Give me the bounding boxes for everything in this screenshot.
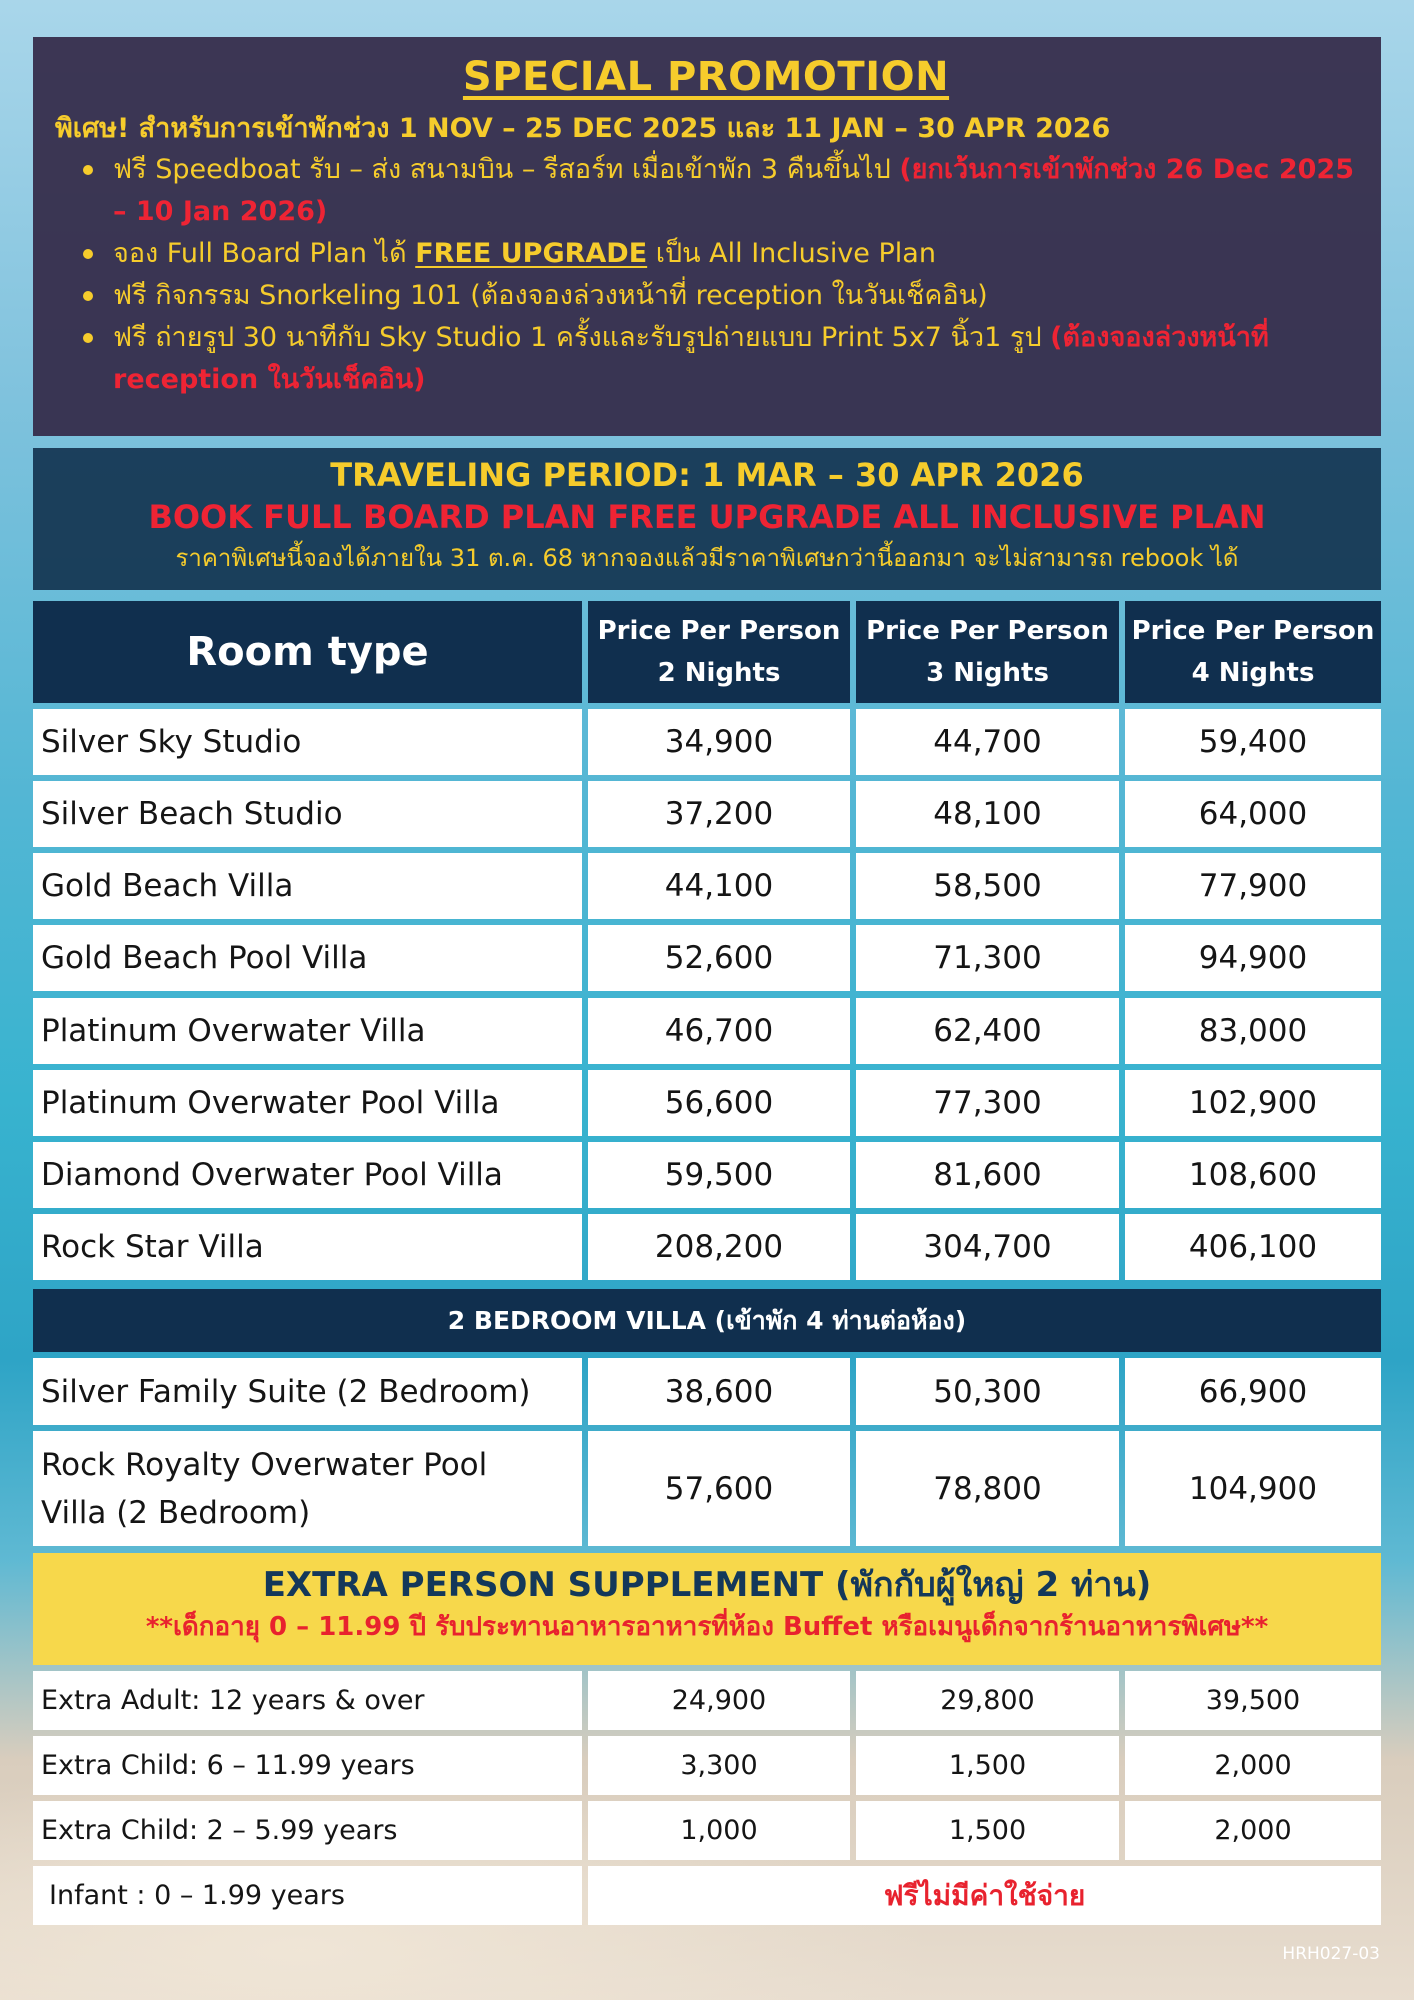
document-code: HRH027-03: [1282, 1944, 1380, 1964]
room-name: Diamond Overwater Pool Villa: [33, 1142, 582, 1208]
table-row: [0, 1736, 1414, 1795]
table-row: [0, 781, 1414, 847]
price-4-nights: 83,000: [1125, 998, 1381, 1064]
price-2-nights: 59,500: [588, 1142, 850, 1208]
price-4-nights: 102,900: [1125, 1070, 1381, 1136]
price-4-nights: 39,500: [1125, 1671, 1381, 1730]
children-meal-note: **เด็กอายุ 0 – 11.99 ปี รับประทานอาหารอาหารที่ห้อง Buffet หรือเมนูเด็กจากร้านอาหารพิเศษ**: [145, 1612, 1269, 1642]
table-row: [0, 1214, 1414, 1280]
price-2-nights: 56,600: [588, 1070, 850, 1136]
price-3-nights: 1,500: [856, 1801, 1119, 1860]
price-4-nights: 94,900: [1125, 925, 1381, 991]
room-name: Silver Beach Studio: [33, 781, 582, 847]
price-2-nights: 3,300: [588, 1736, 850, 1795]
price-2-nights: 1,000: [588, 1801, 850, 1860]
extra-person-label: Extra Child: 2 – 5.99 years: [33, 1801, 582, 1860]
table-row: [0, 1866, 1414, 1925]
infant-label: Infant : 0 – 1.99 years: [33, 1866, 582, 1925]
table-row: [0, 709, 1414, 775]
booking-deadline-note: ราคาพิเศษนี้จองได้ภายใน 31 ต.ค. 68 หากจองแล้วมีราคาพิเศษกว่านี้ออกมา จะไม่สามารถ rebook ได้: [175, 544, 1239, 572]
table-row: [0, 1142, 1414, 1208]
price-4-nights: 77,900: [1125, 853, 1381, 919]
room-name: Rock Star Villa: [33, 1214, 582, 1280]
price-4-nights: 104,900: [1125, 1431, 1381, 1546]
price-2-nights: 38,600: [588, 1358, 850, 1425]
promotion-panel: [33, 37, 1381, 436]
price-2-nights: 52,600: [588, 925, 850, 991]
price-2-nights: 57,600: [588, 1431, 850, 1546]
extra-person-label: Extra Child: 6 – 11.99 years: [33, 1736, 582, 1795]
price-4-nights: 108,600: [1125, 1142, 1381, 1208]
price-4-nights-header: Price Per Person 4 Nights: [1125, 601, 1381, 703]
table-row: [0, 998, 1414, 1064]
price-2-nights: 34,900: [588, 709, 850, 775]
price-3-nights: 58,500: [856, 853, 1119, 919]
free-upgrade-offer: BOOK FULL BOARD PLAN FREE UPGRADE ALL INCLUSIVE PLAN: [148, 498, 1266, 536]
room-name: Platinum Overwater Pool Villa: [33, 1070, 582, 1136]
price-2-nights: 208,200: [588, 1214, 850, 1280]
extra-person-band: [33, 1553, 1381, 1665]
price-4-nights: 2,000: [1125, 1801, 1381, 1860]
price-3-nights: 81,600: [856, 1142, 1119, 1208]
promotion-subtitle: พิเศษ! สำหรับการเข้าพักช่วง 1 NOV – 25 DEC 2025 และ 11 JAN – 30 APR 2026: [55, 113, 1111, 144]
table-row: [0, 1358, 1414, 1425]
price-3-nights: 48,100: [856, 781, 1119, 847]
promotion-benefits-list: [55, 149, 1357, 401]
price-3-nights: 44,700: [856, 709, 1119, 775]
price-3-nights: 304,700: [856, 1214, 1119, 1280]
extra-person-label: Extra Adult: 12 years & over: [33, 1671, 582, 1730]
price-3-nights: 29,800: [856, 1671, 1119, 1730]
table-row: [0, 1431, 1414, 1546]
table-row: [0, 1070, 1414, 1136]
price-3-nights: 62,400: [856, 998, 1119, 1064]
room-name: Silver Family Suite (2 Bedroom): [33, 1358, 582, 1425]
benefit-speedboat: ฟรี Speedboat รับ – ส่ง สนามบิน – รีสอร์ท เมื่อเข้าพัก 3 คืนขึ้นไป (ยกเว้นการเข้าพักช่วง 26 Dec 2025 – 10 Jan 2026): [113, 149, 1357, 233]
room-name: Gold Beach Pool Villa: [33, 925, 582, 991]
extra-person-title: EXTRA PERSON SUPPLEMENT (พักกับผู้ใหญ่ 2 ท่าน): [262, 1565, 1152, 1605]
traveling-period-title: TRAVELING PERIOD: 1 MAR – 30 APR 2026: [330, 456, 1084, 494]
price-2-nights: 44,100: [588, 853, 850, 919]
price-4-nights: 66,900: [1125, 1358, 1381, 1425]
room-type-header: Room type: [33, 601, 582, 703]
price-3-nights: 77,300: [856, 1070, 1119, 1136]
room-name: Rock Royalty Overwater Pool Villa (2 Bedroom): [33, 1431, 582, 1546]
infant-free-note: ฟรีไม่มีค่าใช้จ่าย: [588, 1866, 1381, 1925]
price-2-nights: 24,900: [588, 1671, 850, 1730]
room-name: Silver Sky Studio: [33, 709, 582, 775]
room-name: Platinum Overwater Villa: [33, 998, 582, 1064]
price-2-nights: 46,700: [588, 998, 850, 1064]
price-2-nights: 37,200: [588, 781, 850, 847]
price-3-nights-header: Price Per Person 3 Nights: [856, 601, 1119, 703]
table-row: [0, 1671, 1414, 1730]
price-3-nights: 71,300: [856, 925, 1119, 991]
price-4-nights: 64,000: [1125, 781, 1381, 847]
benefit-snorkeling: ฟรี กิจกรรม Snorkeling 101 (ต้องจองล่วงหน้าที่ reception ในวันเช็คอิน): [113, 275, 1357, 317]
price-3-nights: 1,500: [856, 1736, 1119, 1795]
price-2-nights-header: Price Per Person 2 Nights: [588, 601, 850, 703]
promotion-title: SPECIAL PROMOTION: [462, 54, 950, 100]
table-row: [0, 853, 1414, 919]
price-3-nights: 78,800: [856, 1431, 1119, 1546]
traveling-period-panel: [33, 448, 1381, 590]
price-4-nights: 406,100: [1125, 1214, 1381, 1280]
benefit-upgrade: จอง Full Board Plan ได้ FREE UPGRADE เป็น All Inclusive Plan: [113, 233, 1357, 275]
price-4-nights: 59,400: [1125, 709, 1381, 775]
benefit-photo: ฟรี ถ่ายรูป 30 นาทีกับ Sky Studio 1 ครั้งและรับรูปถ่ายแบบ Print 5x7 นิ้ว1 รูป (ต้องจองล่วงหน้าที่ reception ในวันเช็คอิน): [113, 317, 1357, 401]
room-name: Gold Beach Villa: [33, 853, 582, 919]
price-4-nights: 2,000: [1125, 1736, 1381, 1795]
table-row: [0, 1801, 1414, 1860]
two-bedroom-villa-band: 2 BEDROOM VILLA (เข้าพัก 4 ท่านต่อห้อง): [33, 1289, 1381, 1352]
table-row: [0, 925, 1414, 991]
price-3-nights: 50,300: [856, 1358, 1119, 1425]
price-table-header: [0, 601, 1414, 703]
